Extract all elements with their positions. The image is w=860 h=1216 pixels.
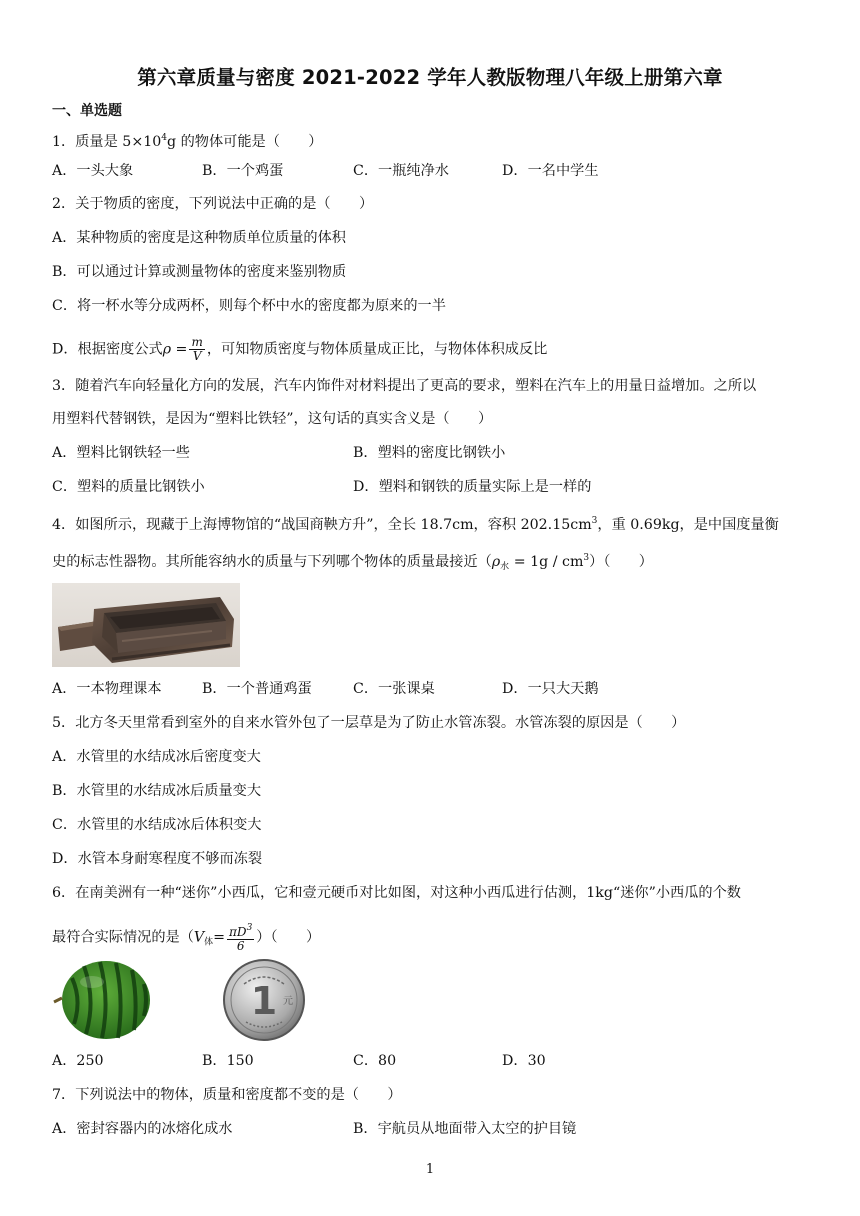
q2-option-d-text-a: D．根据密度公式	[52, 341, 163, 358]
q2-option-a: A．某种物质的密度是这种物质单位质量的体积	[52, 230, 346, 246]
formula-denominator: V	[192, 349, 202, 363]
q1-option-d: D．一名中学生	[502, 163, 599, 179]
q4-option-d: D．一只大天鹅	[502, 681, 599, 697]
question-3-stem-line-2: 用塑料代替钢铁，是因为“塑料比铁轻”，这句话的真实含义是（ ）	[52, 411, 493, 427]
page-title: 第六章质量与密度 2021-2022 学年人教版物理八年级上册第六章	[137, 66, 723, 89]
q6-line2-text-b: ）（ ）	[256, 929, 321, 946]
q3-option-a: A．塑料比钢铁轻一些	[52, 445, 190, 461]
question-7-stem: 7．下列说法中的物体，质量和密度都不变的是（ ）	[52, 1087, 402, 1103]
coin-unit: 元	[283, 996, 293, 1007]
q7-option-b: B．宇航员从地面带入太空的护目镜	[353, 1121, 577, 1137]
q4-volume-unit-exponent: 3	[591, 516, 598, 526]
volume-symbol: V	[193, 929, 205, 946]
q1-exponent: 4	[161, 133, 167, 143]
q4-option-b: B．一个普通鸡蛋	[202, 681, 312, 697]
q5-option-c: C．水管里的水结成冰后体积变大	[52, 817, 262, 833]
q5-option-b: B．水管里的水结成冰后质量变大	[52, 783, 262, 799]
q2-option-d-text-b: ，可知物质密度与物体质量成正比，与物体体积成反比	[206, 341, 548, 358]
question-4-stem-line-2	[52, 548, 653, 577]
question-2-stem: 2．关于物质的密度，下列说法中正确的是（ ）	[52, 196, 374, 212]
question-3-stem-line-1: 3．随着汽车向轻量化方向的发展，汽车内饰件对材料提出了更高的要求，塑料在汽车上的用量日益增加。之所以	[52, 378, 757, 394]
q4-volume-unit: cm	[570, 517, 592, 533]
q6-line2-text-a: 最符合实际情况的是（	[52, 929, 194, 946]
q4-line1-text-b: ，重 0.69kg，是中国度量衡	[597, 517, 779, 533]
q5-option-d: D．水管本身耐寒程度不够而冻裂	[52, 851, 263, 867]
sphere-numerator-text: πD	[229, 925, 247, 939]
water-density-exponent: 3	[583, 553, 590, 563]
water-density-value: = 1g / cm	[509, 554, 584, 570]
page-number: 1	[425, 1162, 435, 1177]
q4-line2-text-a: 史的标志性器物。其所能容纳水的质量与下列哪个物体的质量最接近（	[52, 554, 492, 570]
q2-option-d	[52, 336, 547, 363]
bronze-measure-vessel-image	[52, 583, 240, 667]
section-heading: 一、单选题	[52, 103, 122, 119]
q6-option-c: C．80	[353, 1053, 397, 1069]
rho-symbol: ρ =	[162, 341, 188, 358]
q6-option-b: B．150	[202, 1053, 254, 1069]
sphere-numerator-exponent: 3	[246, 923, 253, 933]
q1-option-b: B．一个鸡蛋	[202, 163, 284, 179]
q1-option-a: A．一头大象	[52, 163, 134, 179]
one-yuan-coin-image	[222, 958, 306, 1042]
density-formula-fraction	[189, 336, 204, 363]
sphere-formula-denominator: 6	[236, 939, 245, 953]
q1-option-c: C．一瓶纯净水	[353, 163, 449, 179]
equals-sign: =	[213, 929, 226, 946]
sphere-formula-numerator	[227, 922, 254, 940]
q1-stem-part-b: g 的物体可能是（ ）	[167, 134, 323, 150]
sphere-volume-fraction	[227, 922, 254, 953]
rho-water-subscript: 水	[500, 562, 510, 572]
coin-denomination: 1	[250, 979, 278, 1023]
formula-numerator: m	[191, 335, 203, 349]
q2-option-b: B．可以通过计算或测量物体的密度来鉴别物质	[52, 264, 347, 280]
q4-option-a: A．一本物理课本	[52, 681, 162, 697]
q5-option-a: A．水管里的水结成冰后密度变大	[52, 749, 261, 765]
q2-option-c: C．将一杯水等分成两杯，则每个杯中水的密度都为原来的一半	[52, 298, 446, 314]
q7-option-a: A．密封容器内的冰熔化成水	[52, 1121, 233, 1137]
q6-option-d: D．30	[502, 1053, 546, 1069]
q3-option-c: C．塑料的质量比钢铁小	[52, 479, 205, 495]
q1-stem-part-a: 1．质量是 5×10	[52, 134, 162, 150]
question-5-stem: 5．北方冬天里常看到室外的自来水管外包了一层草是为了防止水管冻裂。水管冻裂的原因是（ ）	[52, 715, 686, 731]
q4-line2-text-b: ）（ ）	[589, 554, 653, 570]
q6-option-a: A．250	[52, 1053, 104, 1069]
q3-option-b: B．塑料的密度比钢铁小	[353, 445, 506, 461]
question-1-stem	[52, 128, 322, 152]
volume-subscript: 体	[204, 937, 214, 948]
question-6-stem-line-1: 6．在南美洲有一种“迷你”小西瓜，它和壹元硬币对比如图，对这种小西瓜进行估测，1kg“迷你”小西瓜的个数	[52, 885, 741, 901]
q4-option-c: C．一张课桌	[353, 681, 435, 697]
mini-watermelon-image	[52, 958, 154, 1040]
question-6-stem-line-2	[52, 922, 320, 953]
rho-water-symbol: ρ	[491, 554, 501, 570]
question-4-stem-line-1	[52, 511, 779, 535]
q4-line1-text-a: 4．如图所示，现藏于上海博物馆的“战国商鞅方升”，全长 18.7cm，容积 202.15	[52, 517, 571, 533]
q3-option-d: D．塑料和钢铁的质量实际上是一样的	[353, 479, 592, 495]
